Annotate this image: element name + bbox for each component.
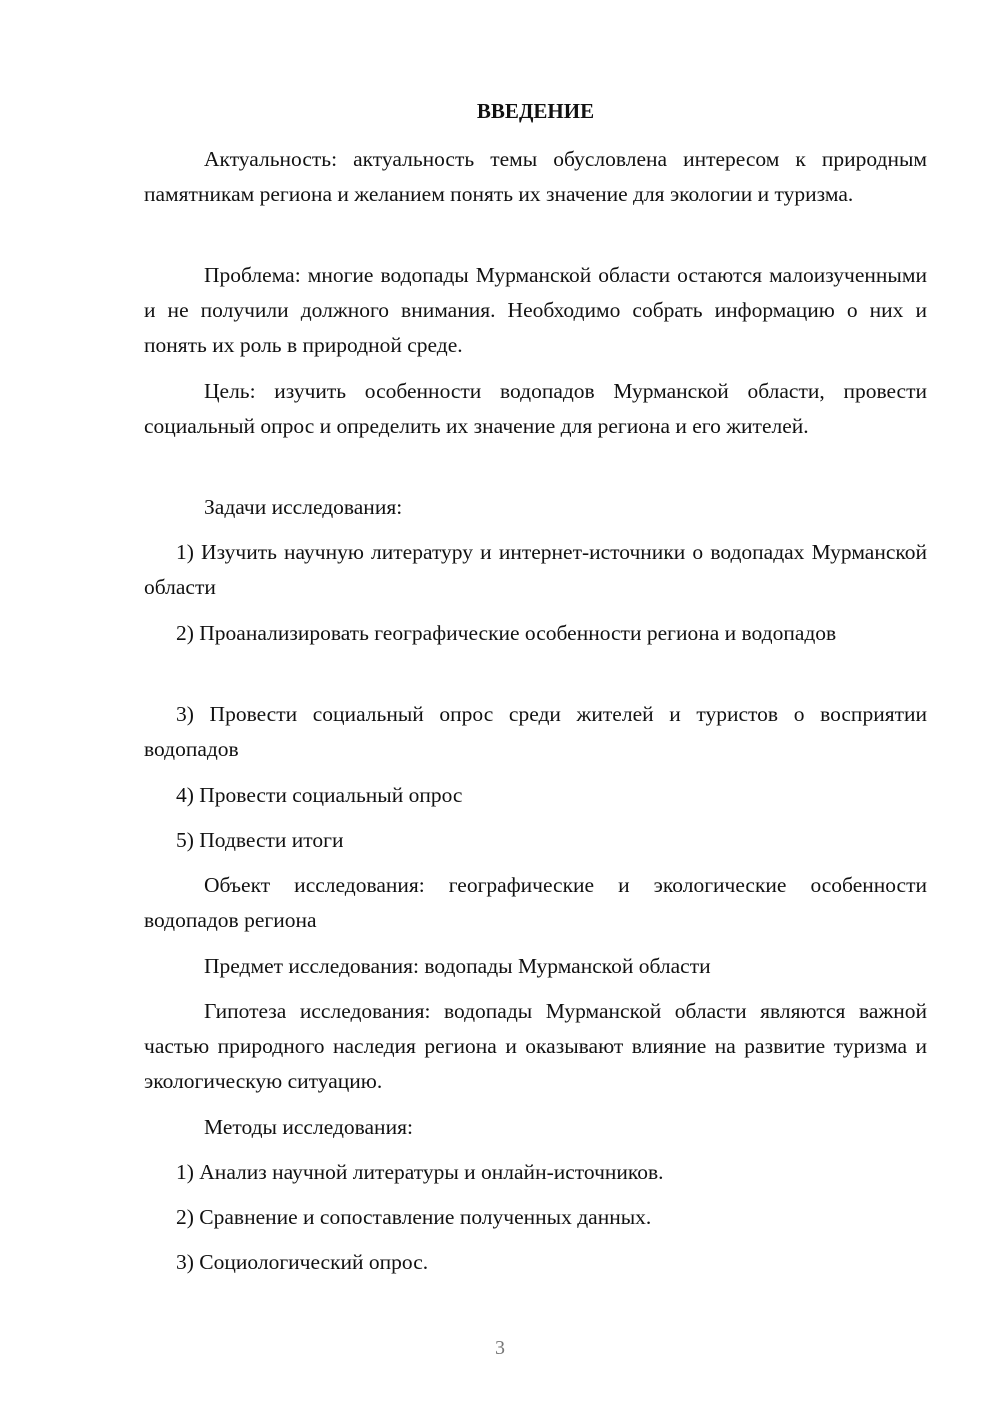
subject-paragraph: Предмет исследования: водопады Мурманской области [204,954,711,978]
task-item-3: 3) Провести социальный опрос среди жителей и туристов о восприятии водопадов [144,702,927,761]
page-number: 3 [495,1337,505,1359]
task-item-5: 5) Подвести итоги [176,828,344,852]
problem-paragraph: Проблема: многие водопады Мурманской области остаются малоизученными и не получили должного внимания. Необходимо собрать информацию о них и понять их роль в природной среде. [144,263,927,357]
methods-heading: Методы исследования: [204,1115,413,1139]
relevance-paragraph: Актуальность: актуальность темы обусловлена интересом к природным памятникам региона и желанием понять их значение для экологии и туризма. [144,147,927,206]
method-item-2: 2) Сравнение и сопоставление полученных данных. [176,1205,652,1229]
goal-paragraph: Цель: изучить особенности водопадов Мурманской области, провести социальный опрос и определить их значение для региона и его жителей. [144,379,927,438]
task-item-1: 1) Изучить научную литературу и интернет-источники о водопадах Мурманской области [144,540,927,599]
method-item-1: 1) Анализ научной литературы и онлайн-источников. [176,1160,664,1184]
object-paragraph: Объект исследования: географические и экологические особенности водопадов региона [144,873,927,932]
task-item-2: 2) Проанализировать географические особенности региона и водопадов [176,621,837,645]
method-item-3: 3) Социологический опрос. [176,1250,429,1274]
tasks-heading: Задачи исследования: [204,495,403,519]
hypothesis-paragraph: Гипотеза исследования: водопады Мурманской области являются важной частью природного наследия региона и оказывают влияние на развитие туризма и экологическую ситуацию. [144,999,927,1093]
task-item-4: 4) Провести социальный опрос [176,783,463,807]
page-title: ВВЕДЕНИЕ [476,99,595,123]
